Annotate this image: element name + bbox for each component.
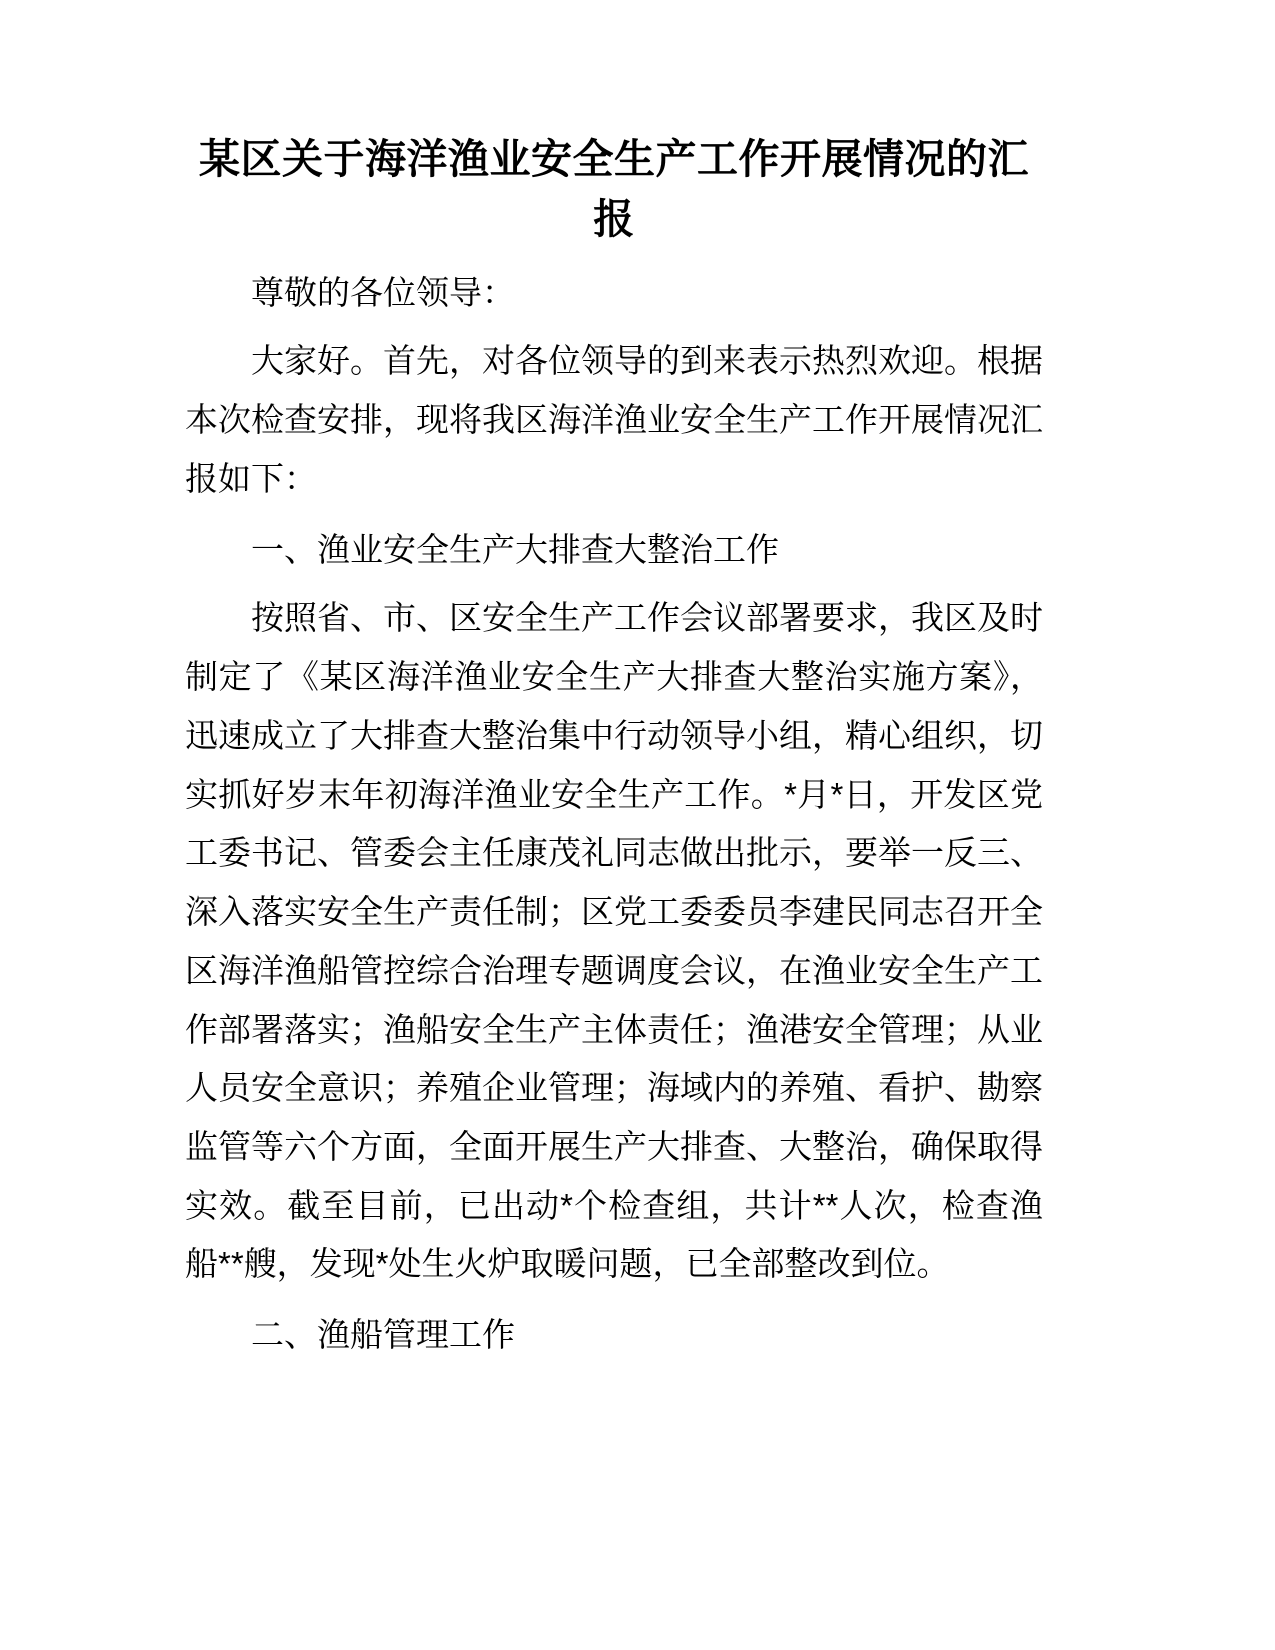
intro-paragraph: 大家好。首先，对各位领导的到来表示热烈欢迎。根据本次检查安排，现将我区海洋渔业安全生产工作开展情况汇报如下： — [185, 342, 1043, 497]
bottom-spacer — [185, 1365, 1043, 1405]
section-heading-one: 一、渔业安全生产大排查大整治工作 — [251, 530, 779, 568]
section-one-body-paragraph: 按照省、市、区安全生产工作会议部署要求，我区及时制定了《某区海洋渔业安全生产大排查大整治实施方案》，迅速成立了大排查大整治集中行动领导小组，精心组织，切实抓好岁末年初海洋渔业安全生产工作。*月*日，开发区党工委书记、管委会主任康茂礼同志做出批示，要举一反三、深入落实安全生产责任制；区党工委委员李建民同志召开全区海洋渔船管控综合治理专题调度会议，在渔业安全生产工作部署落实；渔船安全生产主体责任；渔港安全管理；从业人员安全意识；养殖企业管理；海域内的养殖、看护、勘察监管等六个方面，全面开展生产大排查、大整治，确保取得实效。截至目前，已出动*个检查组，共计**人次，检查渔船**艘，发现*处生火炉取暖问题，已全部整改到位。 — [185, 599, 1043, 1283]
page-title: 某区关于海洋渔业安全生产工作开展情况的汇报 — [199, 136, 1029, 242]
section-heading-two: 二、渔船管理工作 — [251, 1316, 515, 1354]
document-body — [185, 130, 1043, 1405]
salutation-paragraph: 尊敬的各位领导： — [251, 273, 515, 311]
